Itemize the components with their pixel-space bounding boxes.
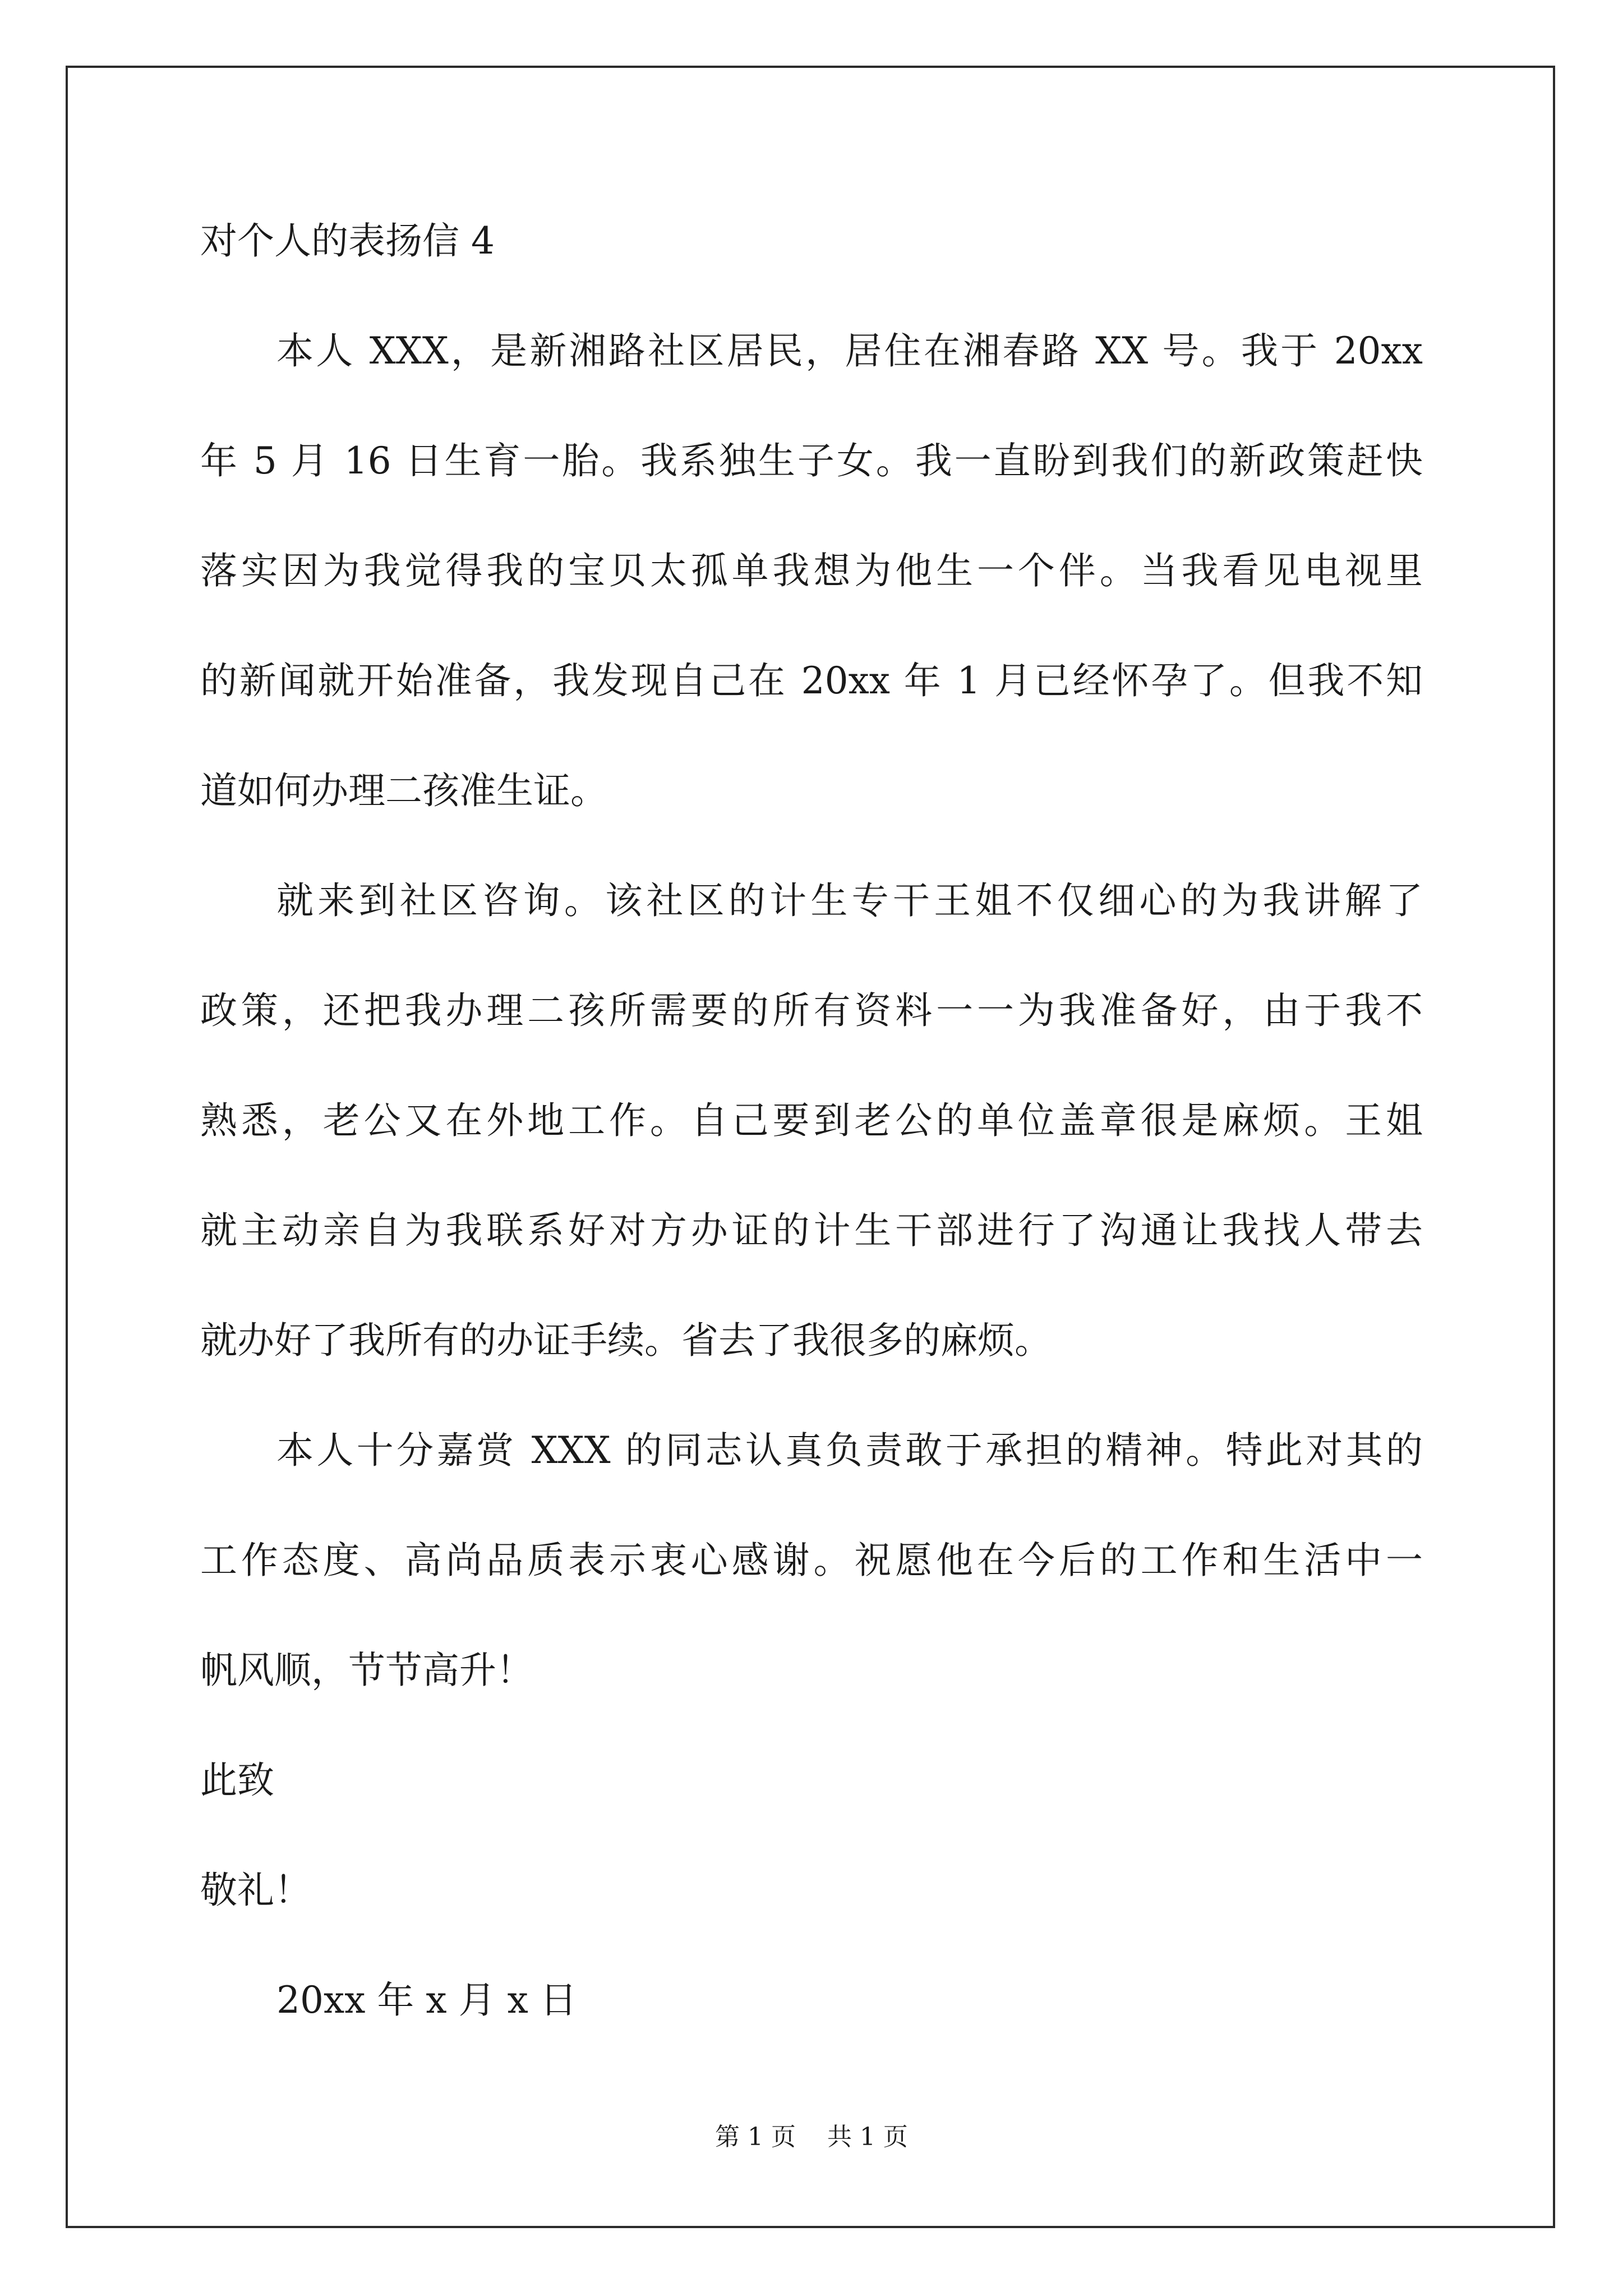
paragraph-line: 工作态度、高尚品质表示衷心感谢。祝愿他在今后的工作和生活中一	[200, 1539, 1423, 1582]
salutation-jingli: 敬礼！	[200, 1869, 311, 1912]
paragraph-line: 就主动亲自为我联系好对方办证的计生干部进行了沟通让我找人带去	[200, 1209, 1423, 1252]
paragraph-line: 就办好了我所有的办证手续。省去了我很多的麻烦。	[200, 1319, 1052, 1362]
paragraph-line: 的新闻就开始准备，我发现自己在 20xx 年 1 月已经怀孕了。但我不知	[200, 659, 1423, 702]
paragraph-line: 年 5 月 16 日生育一胎。我系独生子女。我一直盼到我们的新政策赶快	[200, 439, 1423, 482]
paragraph-line: 道如何办理二孩准生证。	[200, 769, 607, 812]
paragraph-line: 落实因为我觉得我的宝贝太孤单我想为他生一个伴。当我看见电视里	[200, 549, 1423, 592]
paragraph-line: 政策，还把我办理二孩所需要的所有资料一一为我准备好，由于我不	[200, 989, 1423, 1032]
paragraph-line: 本人 XXX，是新湘路社区居民，居住在湘春路 XX 号。我于 20xx	[276, 329, 1423, 372]
paragraph-line: 本人十分嘉赏 XXX 的同志认真负责敢于承担的精神。特此对其的	[276, 1429, 1423, 1472]
paragraph-line: 帆风顺，节节高升！	[200, 1649, 533, 1692]
paragraph-line: 熟悉，老公又在外地工作。自己要到老公的单位盖章很是麻烦。王姐	[200, 1099, 1423, 1142]
letter-date: 20xx 年 x 月 x 日	[276, 1978, 577, 2022]
paragraph-line: 就来到社区咨询。该社区的计生专干王姐不仅细心的为我讲解了	[276, 879, 1423, 922]
page-footer: 第 1 页 共 1 页	[715, 2123, 908, 2151]
salutation-cizhi: 此致	[200, 1759, 274, 1802]
letter-title: 对个人的表扬信 4	[200, 219, 495, 263]
